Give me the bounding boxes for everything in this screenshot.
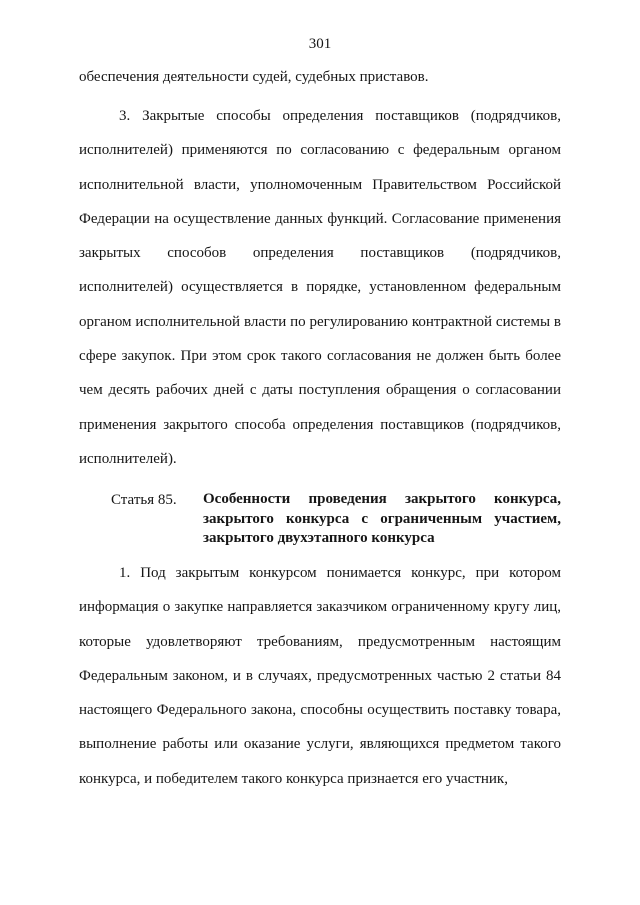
paragraph-item-3: 3. Закрытые способы определения поставщиков (подрядчиков, исполнителей) применяются по согласованию с федеральным органом исполнительной власти, уполномоченным Правительством Российской Федерации на осуществление данных функций. Согласование применения закрытых способов определения поставщиков (подрядчиков, исполнителей) осуществляется в порядке, установленном федеральным органом исполнительной власти по регулированию контрактной системы в сфере закупок. При этом срок такого согласования не должен быть более чем десять рабочих дней с даты поступления обращения о согласовании применения закрытого способа определения поставщиков (подрядчиков, исполнителей). <box>79 108 561 467</box>
article-title: Особенности проведения закрытого конкурса, закрытого конкурса с ограниченным участием, закрытого двухэтапного конкурса <box>203 491 561 546</box>
paragraph-item-1: 1. Под закрытым конкурсом понимается конкурс, при котором информация о закупке направляется заказчиком ограниченному кругу лиц, которые удовлетворяют требованиям, предусмотренным настоящим Федеральным законом, и в случаях, предусмотренных частью 2 статьи 84 настоящего Федерального закона, способны осуществить поставку товара, выполнение работы или оказание услуги, являющихся предметом такого конкурса, и победителем такого конкурса признается его участник, <box>79 565 561 787</box>
article-label: Статья 85. <box>111 492 177 508</box>
article-heading <box>79 490 561 550</box>
page-number: 301 <box>308 36 332 52</box>
paragraph-continued: обеспечения деятельности судей, судебных приставов. <box>79 69 429 85</box>
